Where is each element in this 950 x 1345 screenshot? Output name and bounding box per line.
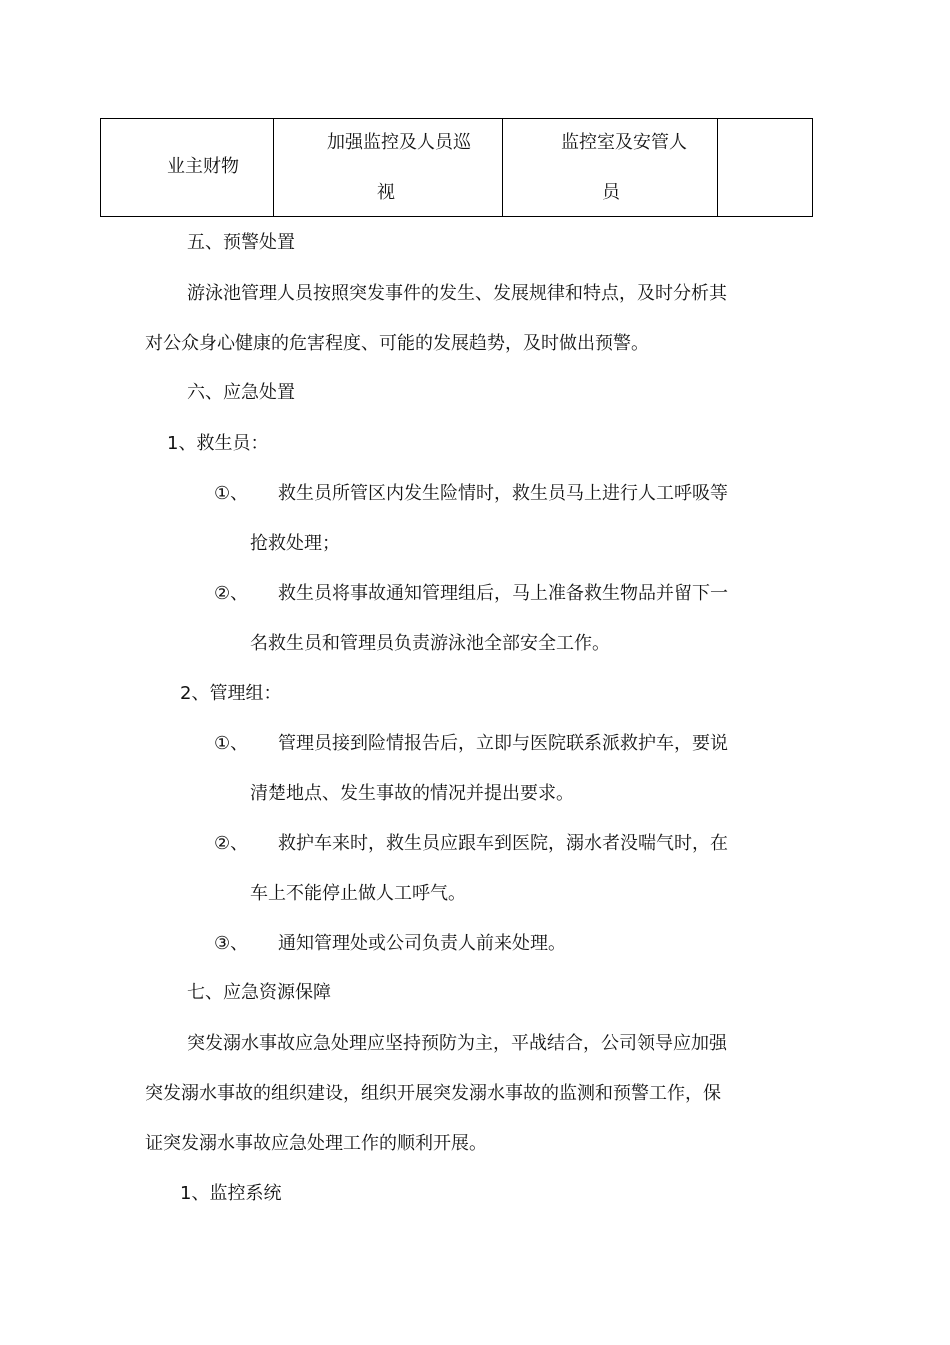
list-item-marker: ②、 [214, 583, 249, 604]
table-divider [502, 119, 503, 216]
section-heading: 七、应急资源保障 [187, 982, 331, 1003]
list-item-marker: ①、 [214, 733, 249, 754]
list-item-text: 通知管理处或公司负责人前来处理。 [278, 933, 566, 954]
paragraph-line: 突发溺水事故的组织建设，组织开展突发溺水事故的监测和预警工作，保 [145, 1083, 721, 1104]
table-cell-responsible-line2: 员 [602, 182, 620, 203]
list-item-text: 救护车来时，救生员应跟车到医院，溺水者没喘气时，在 [278, 833, 728, 854]
list-item-text: 救生员将事故通知管理组后，马上准备救生物品并留下一 [278, 583, 728, 604]
list-item-text: 名救生员和管理员负责游泳池全部安全工作。 [250, 633, 610, 654]
list-item-marker: ①、 [214, 483, 249, 504]
paragraph-line: 证突发溺水事故应急处理工作的顺利开展。 [145, 1133, 487, 1154]
section-heading: 六、应急处置 [187, 382, 295, 403]
list-item-text: 抢救处理； [250, 533, 340, 554]
table-cell-measure-line2: 视 [377, 182, 395, 203]
list-item-text: 救生员所管区内发生险情时，救生员马上进行人工呼吸等 [278, 483, 728, 504]
table-cell-object: 业主财物 [167, 156, 239, 177]
table-divider [273, 119, 274, 216]
subsection-heading: 2、管理组： [180, 683, 282, 704]
list-item-marker: ③、 [214, 933, 249, 954]
list-item-text: 管理员接到险情报告后，立即与医院联系派救护车，要说 [278, 733, 728, 754]
paragraph-line: 突发溺水事故应急处理应坚持预防为主，平战结合，公司领导应加强 [187, 1033, 727, 1054]
subsection-heading: 1、监控系统 [180, 1183, 282, 1204]
list-item-text: 车上不能停止做人工呼气。 [250, 883, 466, 904]
subsection-heading: 1、救生员： [167, 433, 269, 454]
responsibility-table [100, 118, 813, 217]
paragraph-line: 对公众身心健康的危害程度、可能的发展趋势，及时做出预警。 [145, 333, 649, 354]
table-cell-measure-line1: 加强监控及人员巡 [327, 132, 471, 153]
table-cell-responsible-line1: 监控室及安管人 [561, 132, 687, 153]
section-heading: 五、预警处置 [187, 232, 295, 253]
list-item-text: 清楚地点、发生事故的情况并提出要求。 [250, 783, 574, 804]
paragraph-line: 游泳池管理人员按照突发事件的发生、发展规律和特点，及时分析其 [187, 283, 727, 304]
list-item-marker: ②、 [214, 833, 249, 854]
table-divider [717, 119, 718, 216]
